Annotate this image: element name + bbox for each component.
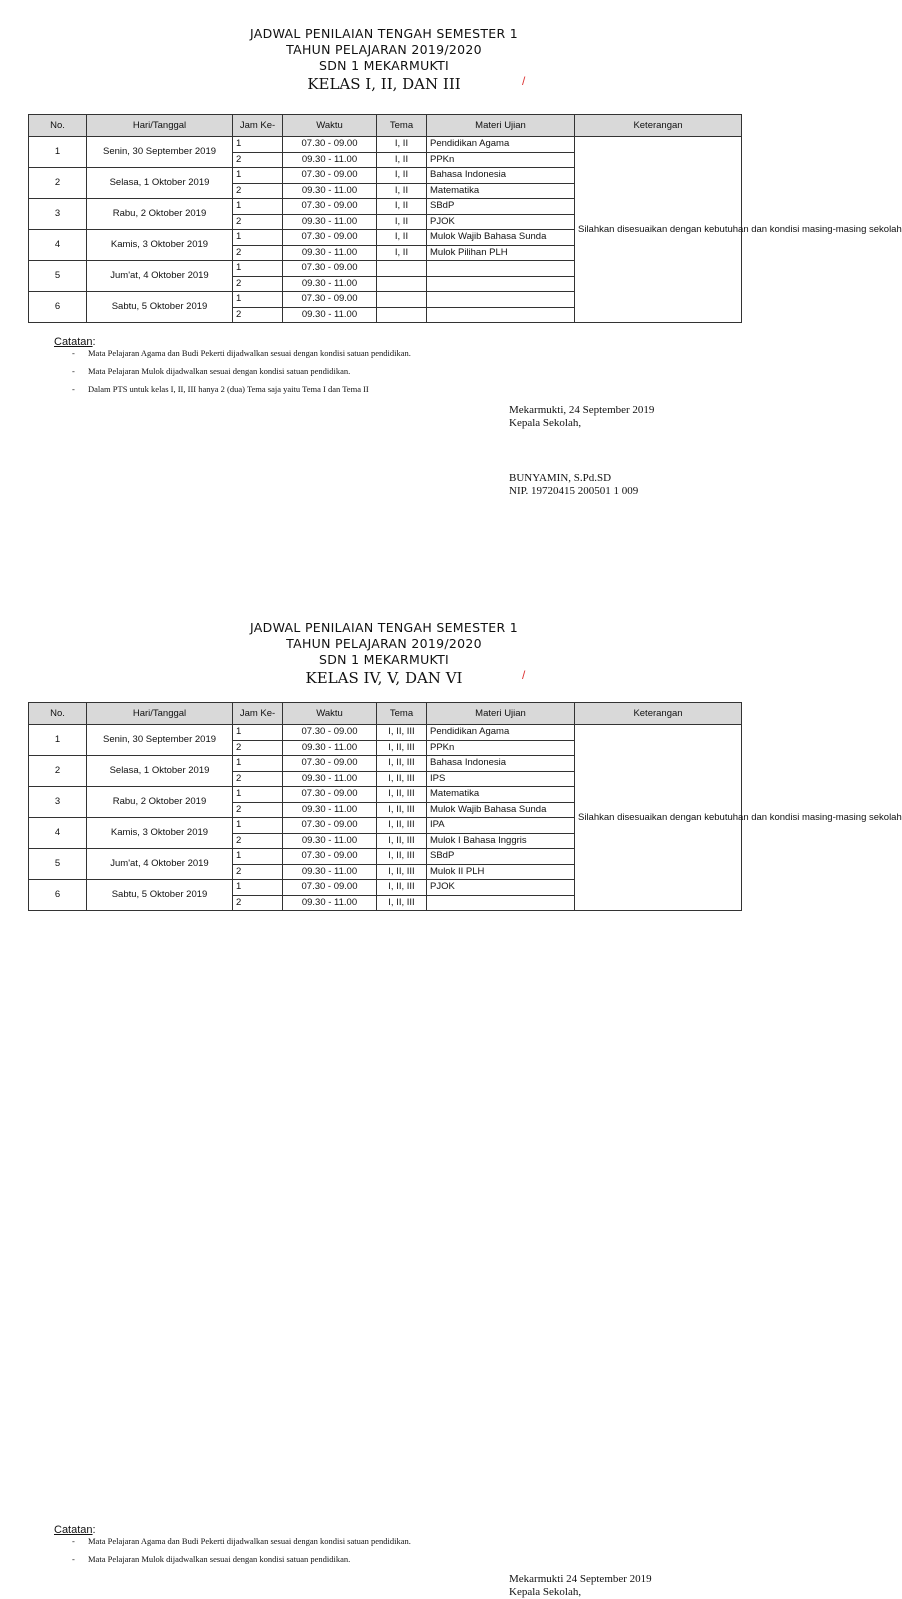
session-theme: I, II, III (377, 833, 427, 849)
exam-subject (427, 292, 575, 308)
session-time: 07.30 - 09.00 (283, 292, 377, 308)
session-theme: I, II (377, 199, 427, 215)
day-number: 4 (29, 230, 87, 261)
session-number: 2 (233, 771, 283, 787)
notes-label-text: Catatan (54, 336, 93, 348)
document-title: JADWAL PENILAIAN TENGAH SEMESTER 1 (250, 26, 518, 41)
session-time: 09.30 - 11.00 (283, 895, 377, 911)
day-date: Kamis, 3 Oktober 2019 (87, 230, 233, 261)
document-header (0, 620, 768, 688)
session-theme: I, II, III (377, 880, 427, 896)
exam-subject (427, 895, 575, 911)
signature-block (509, 1573, 652, 1599)
session-number: 1 (233, 292, 283, 308)
day-number: 6 (29, 880, 87, 911)
session-time: 07.30 - 09.00 (283, 725, 377, 741)
session-theme: I, II, III (377, 771, 427, 787)
session-number: 1 (233, 818, 283, 834)
red-mark: / (522, 668, 526, 682)
red-mark: / (522, 74, 526, 88)
day-number: 1 (29, 137, 87, 168)
exam-subject: Matematika (427, 787, 575, 803)
session-number: 1 (233, 261, 283, 277)
remarks-cell: Silahkan disesuaikan dengan kebutuhan dan kondisi masing-masing sekolah (575, 137, 742, 323)
table-row (29, 137, 742, 153)
academic-year: TAHUN PELAJARAN 2019/2020 (286, 42, 482, 57)
note-item (72, 366, 411, 384)
day-date: Rabu, 2 Oktober 2019 (87, 787, 233, 818)
column-header: Waktu (283, 115, 377, 137)
exam-subject: Mulok Pilihan PLH (427, 245, 575, 261)
session-theme: I, II, III (377, 725, 427, 741)
note-text: Mata Pelajaran Mulok dijadwalkan sesuai dengan kondisi satuan pendidikan. (88, 366, 351, 376)
column-header: Tema (377, 115, 427, 137)
session-theme: I, II (377, 152, 427, 168)
session-number: 1 (233, 756, 283, 772)
session-theme: I, II (377, 230, 427, 246)
column-header: No. (29, 703, 87, 725)
column-header: Jam Ke- (233, 703, 283, 725)
column-header: Hari/Tanggal (87, 703, 233, 725)
exam-subject: SBdP (427, 199, 575, 215)
session-time: 07.30 - 09.00 (283, 787, 377, 803)
session-time: 07.30 - 09.00 (283, 137, 377, 153)
session-theme (377, 292, 427, 308)
note-item (72, 384, 411, 402)
sign-role: Kepala Sekolah, (509, 1586, 582, 1598)
session-number: 2 (233, 895, 283, 911)
session-theme: I, II, III (377, 787, 427, 803)
day-number: 5 (29, 849, 87, 880)
bullet-dash: - (72, 348, 75, 358)
day-date: Sabtu, 5 Oktober 2019 (87, 880, 233, 911)
signature-block (509, 404, 654, 498)
bullet-dash: - (72, 384, 75, 394)
exam-subject: IPS (427, 771, 575, 787)
column-header: Keterangan (575, 115, 742, 137)
bullet-dash: - (72, 366, 75, 376)
session-theme: I, II (377, 137, 427, 153)
session-time: 07.30 - 09.00 (283, 230, 377, 246)
sign-place-date: Mekarmukti, 24 September 2019 (509, 404, 655, 416)
notes-list (72, 348, 411, 402)
day-date: Senin, 30 September 2019 (87, 725, 233, 756)
session-theme: I, II, III (377, 756, 427, 772)
schedule-section-1 (0, 26, 902, 497)
exam-subject: Matematika (427, 183, 575, 199)
note-text: Mata Pelajaran Agama dan Budi Pekerti dijadwalkan sesuai dengan kondisi satuan pendidikan. (88, 348, 411, 358)
day-date: Kamis, 3 Oktober 2019 (87, 818, 233, 849)
document-title: JADWAL PENILAIAN TENGAH SEMESTER 1 (250, 620, 518, 635)
notes-label: Catatan: (54, 336, 96, 348)
session-time: 09.30 - 11.00 (283, 183, 377, 199)
schedule-section-2 (0, 620, 902, 1598)
day-number: 1 (29, 725, 87, 756)
session-number: 1 (233, 725, 283, 741)
class-heading: KELAS I, II, DAN III (307, 75, 461, 93)
exam-subject: SBdP (427, 849, 575, 865)
session-number: 2 (233, 307, 283, 323)
session-number: 2 (233, 802, 283, 818)
exam-subject (427, 276, 575, 292)
remarks-cell: Silahkan disesuaikan dengan kebutuhan dan kondisi masing-masing sekolah (575, 725, 742, 911)
note-text: Mata Pelajaran Mulok dijadwalkan sesuai dengan kondisi satuan pendidikan. (88, 1554, 351, 1564)
session-theme (377, 276, 427, 292)
session-time: 07.30 - 09.00 (283, 168, 377, 184)
document-header (0, 26, 768, 94)
session-theme: I, II (377, 245, 427, 261)
day-date: Selasa, 1 Oktober 2019 (87, 756, 233, 787)
session-number: 2 (233, 740, 283, 756)
exam-subject: Bahasa Indonesia (427, 756, 575, 772)
session-number: 2 (233, 276, 283, 292)
day-number: 2 (29, 168, 87, 199)
session-number: 2 (233, 183, 283, 199)
class-heading: KELAS IV, V, DAN VI (305, 669, 463, 687)
session-theme (377, 261, 427, 277)
note-text: Mata Pelajaran Agama dan Budi Pekerti dijadwalkan sesuai dengan kondisi satuan pendidikan. (88, 1536, 411, 1546)
session-time: 09.30 - 11.00 (283, 771, 377, 787)
day-date: Selasa, 1 Oktober 2019 (87, 168, 233, 199)
table-row (29, 725, 742, 741)
session-time: 07.30 - 09.00 (283, 261, 377, 277)
exam-subject: Mulok Wajib Bahasa Sunda (427, 802, 575, 818)
notes-label: Catatan: (54, 1524, 96, 1536)
column-header: Keterangan (575, 703, 742, 725)
session-theme: I, II, III (377, 864, 427, 880)
exam-subject: Pendidikan Agama (427, 137, 575, 153)
note-item (72, 348, 411, 366)
column-header: Materi Ujian (427, 703, 575, 725)
note-item (72, 1536, 411, 1554)
exam-subject: IPA (427, 818, 575, 834)
session-time: 07.30 - 09.00 (283, 756, 377, 772)
column-header: Waktu (283, 703, 377, 725)
session-number: 1 (233, 787, 283, 803)
table-header-row (29, 115, 742, 137)
session-time: 07.30 - 09.00 (283, 199, 377, 215)
session-number: 2 (233, 864, 283, 880)
exam-subject: Mulok II PLH (427, 864, 575, 880)
session-number: 1 (233, 137, 283, 153)
day-date: Sabtu, 5 Oktober 2019 (87, 292, 233, 323)
exam-subject (427, 261, 575, 277)
column-header: Tema (377, 703, 427, 725)
session-number: 2 (233, 152, 283, 168)
schedule-table (28, 702, 902, 911)
session-theme: I, II, III (377, 818, 427, 834)
session-number: 1 (233, 880, 283, 896)
exam-subject: Mulok I Bahasa Inggris (427, 833, 575, 849)
session-time: 09.30 - 11.00 (283, 152, 377, 168)
session-theme: I, II, III (377, 895, 427, 911)
column-header: No. (29, 115, 87, 137)
school-name: SDN 1 MEKARMUKTI (319, 58, 449, 73)
session-number: 2 (233, 214, 283, 230)
session-number: 1 (233, 199, 283, 215)
exam-subject: PJOK (427, 214, 575, 230)
day-date: Jum'at, 4 Oktober 2019 (87, 849, 233, 880)
session-time: 07.30 - 09.00 (283, 818, 377, 834)
session-time: 09.30 - 11.00 (283, 214, 377, 230)
schedule-table (28, 114, 902, 323)
table-header-row (29, 703, 742, 725)
session-time: 09.30 - 11.00 (283, 276, 377, 292)
session-time: 09.30 - 11.00 (283, 740, 377, 756)
session-number: 2 (233, 245, 283, 261)
signer-nip: NIP. 19720415 200501 1 009 (509, 485, 639, 497)
exam-subject: Mulok Wajib Bahasa Sunda (427, 230, 575, 246)
notes-label-text: Catatan (54, 1524, 93, 1536)
day-number: 3 (29, 199, 87, 230)
day-date: Senin, 30 September 2019 (87, 137, 233, 168)
session-time: 07.30 - 09.00 (283, 849, 377, 865)
note-item (72, 1554, 411, 1572)
school-name: SDN 1 MEKARMUKTI (319, 652, 449, 667)
session-theme (377, 307, 427, 323)
day-number: 2 (29, 756, 87, 787)
sign-place-date: Mekarmukti 24 September 2019 (509, 1573, 652, 1585)
exam-subject: Pendidikan Agama (427, 725, 575, 741)
exam-subject: PPKn (427, 740, 575, 756)
signer-name: BUNYAMIN, S.Pd.SD (509, 472, 612, 484)
session-time: 09.30 - 11.00 (283, 864, 377, 880)
signature-space (509, 430, 654, 472)
session-time: 09.30 - 11.00 (283, 802, 377, 818)
day-number: 3 (29, 787, 87, 818)
session-number: 1 (233, 230, 283, 246)
note-text: Dalam PTS untuk kelas I, II, III hanya 2 (dua) Tema saja yaitu Tema I dan Tema II (88, 384, 369, 394)
column-header: Materi Ujian (427, 115, 575, 137)
day-number: 6 (29, 292, 87, 323)
session-time: 09.30 - 11.00 (283, 307, 377, 323)
academic-year: TAHUN PELAJARAN 2019/2020 (286, 636, 482, 651)
sign-role: Kepala Sekolah, (509, 417, 582, 429)
bullet-dash: - (72, 1536, 75, 1546)
session-time: 09.30 - 11.00 (283, 833, 377, 849)
session-number: 1 (233, 849, 283, 865)
session-time: 09.30 - 11.00 (283, 245, 377, 261)
bullet-dash: - (72, 1554, 75, 1564)
day-number: 4 (29, 818, 87, 849)
session-theme: I, II, III (377, 740, 427, 756)
exam-subject: PPKn (427, 152, 575, 168)
session-time: 07.30 - 09.00 (283, 880, 377, 896)
notes-list (72, 1536, 411, 1572)
exam-subject (427, 307, 575, 323)
session-theme: I, II (377, 183, 427, 199)
session-number: 2 (233, 833, 283, 849)
session-theme: I, II (377, 168, 427, 184)
session-theme: I, II (377, 214, 427, 230)
session-theme: I, II, III (377, 802, 427, 818)
exam-subject: PJOK (427, 880, 575, 896)
session-theme: I, II, III (377, 849, 427, 865)
day-number: 5 (29, 261, 87, 292)
exam-subject: Bahasa Indonesia (427, 168, 575, 184)
day-date: Rabu, 2 Oktober 2019 (87, 199, 233, 230)
session-number: 1 (233, 168, 283, 184)
column-header: Hari/Tanggal (87, 115, 233, 137)
day-date: Jum'at, 4 Oktober 2019 (87, 261, 233, 292)
column-header: Jam Ke- (233, 115, 283, 137)
